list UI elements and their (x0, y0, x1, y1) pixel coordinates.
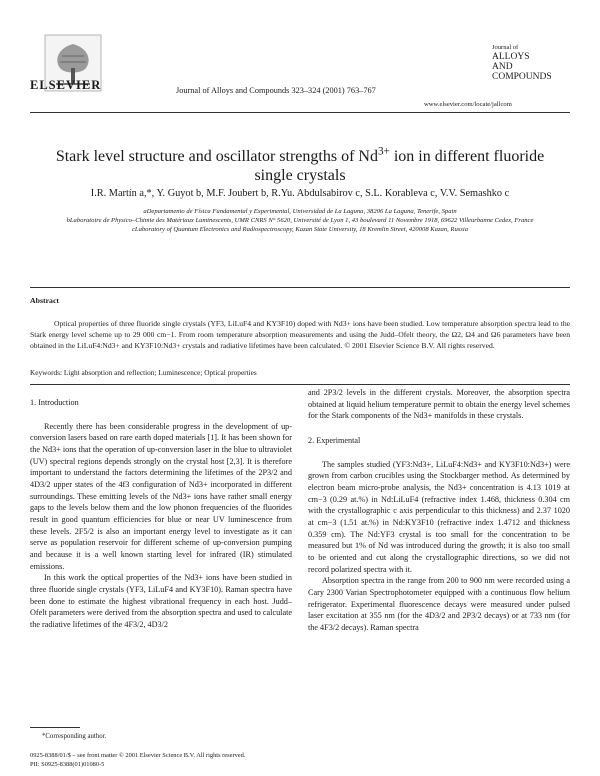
journal-logo (492, 44, 568, 82)
affiliation-a: aDepartamento de Física Fundamental y Experimental, Universidad de La Laguna, 38206 La Laguna, Tenerife, Spain (143, 208, 457, 215)
footer-line-2: PII: S0925-8388(01)01080-5 (30, 761, 105, 768)
keywords-line: Keywords: Light absorption and reflection; Luminescence; Optical properties (30, 368, 257, 377)
intro-paragraph-1: Recently there has been considerable progress in the development of up-conversion lasers based on rare earth doped materials [1]. It has been shown for the Nd3+ ions that the operation of up-conversion laser in the blue to ultraviolet (UV) spectral regions depends strongly on the crystal host [2,3]. It is therefore important to understand the factors determining the lifetimes of the 2P3/2 and 4D3/2 upper states of the 4f3 configuration of Nd3+ incorporated in different surroundings. These emitting levels of the Nd3+ ions have rather small energy gaps to the levels below them and the low phonon frequencies of the fluorides result in good quantum efficiencies for blue or near UV luminescence from these levels. 2F5/2 is also an important energy level to investigate as it can serve as population reservoir for different scheme of up-conversion pumping and because it is a well known starting level for infrared (IR) stimulated emissions. (30, 421, 292, 571)
abstract-heading: Abstract (30, 296, 60, 305)
journal-url[interactable]: www.elsevier.com/locate/jallcom (424, 101, 512, 108)
footnote-divider (30, 727, 80, 728)
journal-logo-alloys: ALLOYS (492, 52, 530, 62)
title-superscript: 3+ (377, 145, 390, 158)
title-part-1: Stark level structure and oscillator strengths of Nd (55, 148, 378, 165)
journal-logo-compounds: AND COMPOUNDS (492, 62, 552, 82)
corresponding-author-footnote: *Corresponding author. (42, 733, 107, 740)
copyright-footer (30, 751, 245, 769)
left-column (30, 397, 292, 630)
journal-logo-small: Journal of (492, 44, 519, 51)
abstract-divider-top (30, 287, 570, 288)
experimental-paragraph-1: The samples studied (YF3:Nd3+, LiLuF4:Nd3+ and KY3F10:Nd3+) were grown from carbon crucibles using the Stockbarger method. As determined by electron beam micro-probe analysis, the Nd3+ concentration is 4.13 1019 at cm−3 (0.29 at.%) in Nd:LiLuF4 (refractive index 1.468, thickness 0.304 cm with the crystallographic c axis perpendicular to this thickness) and 2.37 1020 at cm−3 (1.51 at.%) in Nd:KY3F10 (refractive index 1.4712 and thickness 0.359 cm). The Nd:YF3 crystal is too small for the concentration to be measured but 1% of Nd was introduced during the growth; it is also too small to be oriented and cut along the crystallographic directions, so we did not record polarized spectra with it. (308, 459, 570, 574)
header-divider (30, 112, 570, 113)
intro-paragraph-2: In this work the optical properties of the Nd3+ ions have been studied in three fluoride single crystals (YF3, LiLuF4 and KY3F10). Raman spectra have been done to estimate the highest vibrational frequency in each host. Judd–Ofelt parameters were derived from the absorption spectra and used to calculate the radiative lifetimes of the 4F3/2, 4D3/2 (30, 573, 292, 629)
section-heading-introduction: 1. Introduction (30, 398, 79, 407)
intro-continuation: and 2P3/2 levels in the different crystals. Moreover, the absorption spectra obtained at liquid helium temperature permit to obtain the energy level schemes for the Stark components of the Nd3+ manifolds in these crystals. (308, 388, 570, 421)
publisher-name: ELSEVIER (30, 78, 102, 92)
article-title (40, 147, 560, 185)
author-list: I.R. Martín a,*, Y. Guyot b, M.F. Joubert b, R.Yu. Abdulsabirov c, S.L. Korableva c, V.V. Semashko c (90, 188, 510, 199)
affiliations (30, 207, 570, 235)
abstract-text: Optical properties of three fluoride single crystals (YF3, LiLuF4 and KY3F10) doped with Nd3+ ions have been studied. Low temperature absorption spectra lead to the Stark energy level scheme up to 29 000 cm−1. From room temperature absorption measurements and using the Judd–Ofelt theory, the Ω2, Ω4 and Ω6 parameters have been obtained in the LiLuF4:Nd3+ and KY3F10:Nd3+ crystals and radiative lifetimes have been calculated. © 2001 Elsevier Science B.V. All rights reserved. (30, 319, 570, 350)
footer-line-1: 0925-8388/01/$ – see front matter © 2001 Elsevier Science B.V. All rights reserved. (30, 752, 246, 759)
section-heading-experimental: 2. Experimental (308, 435, 361, 445)
affiliation-c: cLaboratory of Quantum Electronics and Radiospectroscopy, Kazan State University, 18 Kremlin Street, 420008 Kazan, Russia (131, 226, 468, 234)
abstract-divider-bottom (30, 384, 570, 385)
title-part-2: ion in different fluoride single crystals (254, 148, 545, 184)
experimental-paragraph-2: Absorption spectra in the range from 200 to 900 nm were recorded using a Cary 2300 Varian Spectrophotometer equipped with a continuous flow helium refrigerator. Experimental fluorescence decays were measured under pulsed laser excitation at 355 nm (for the 4D3/2 and 2P3/2 decays) or at 733 nm (for the 4F3/2 decays). Raman spectra (308, 576, 570, 632)
journal-citation: Journal of Alloys and Compounds 323–324 (2001) 763–767 (176, 86, 376, 95)
right-column (308, 387, 570, 633)
affiliation-b: bLaboratoire de Physico–Chimie des Matériaux Luminescents, UMR CNRS N° 5620, Université de Lyon 1, 43 boulevard 11 Novembre 1918, 69622 Villeurbanne Cedex, France (66, 217, 534, 225)
